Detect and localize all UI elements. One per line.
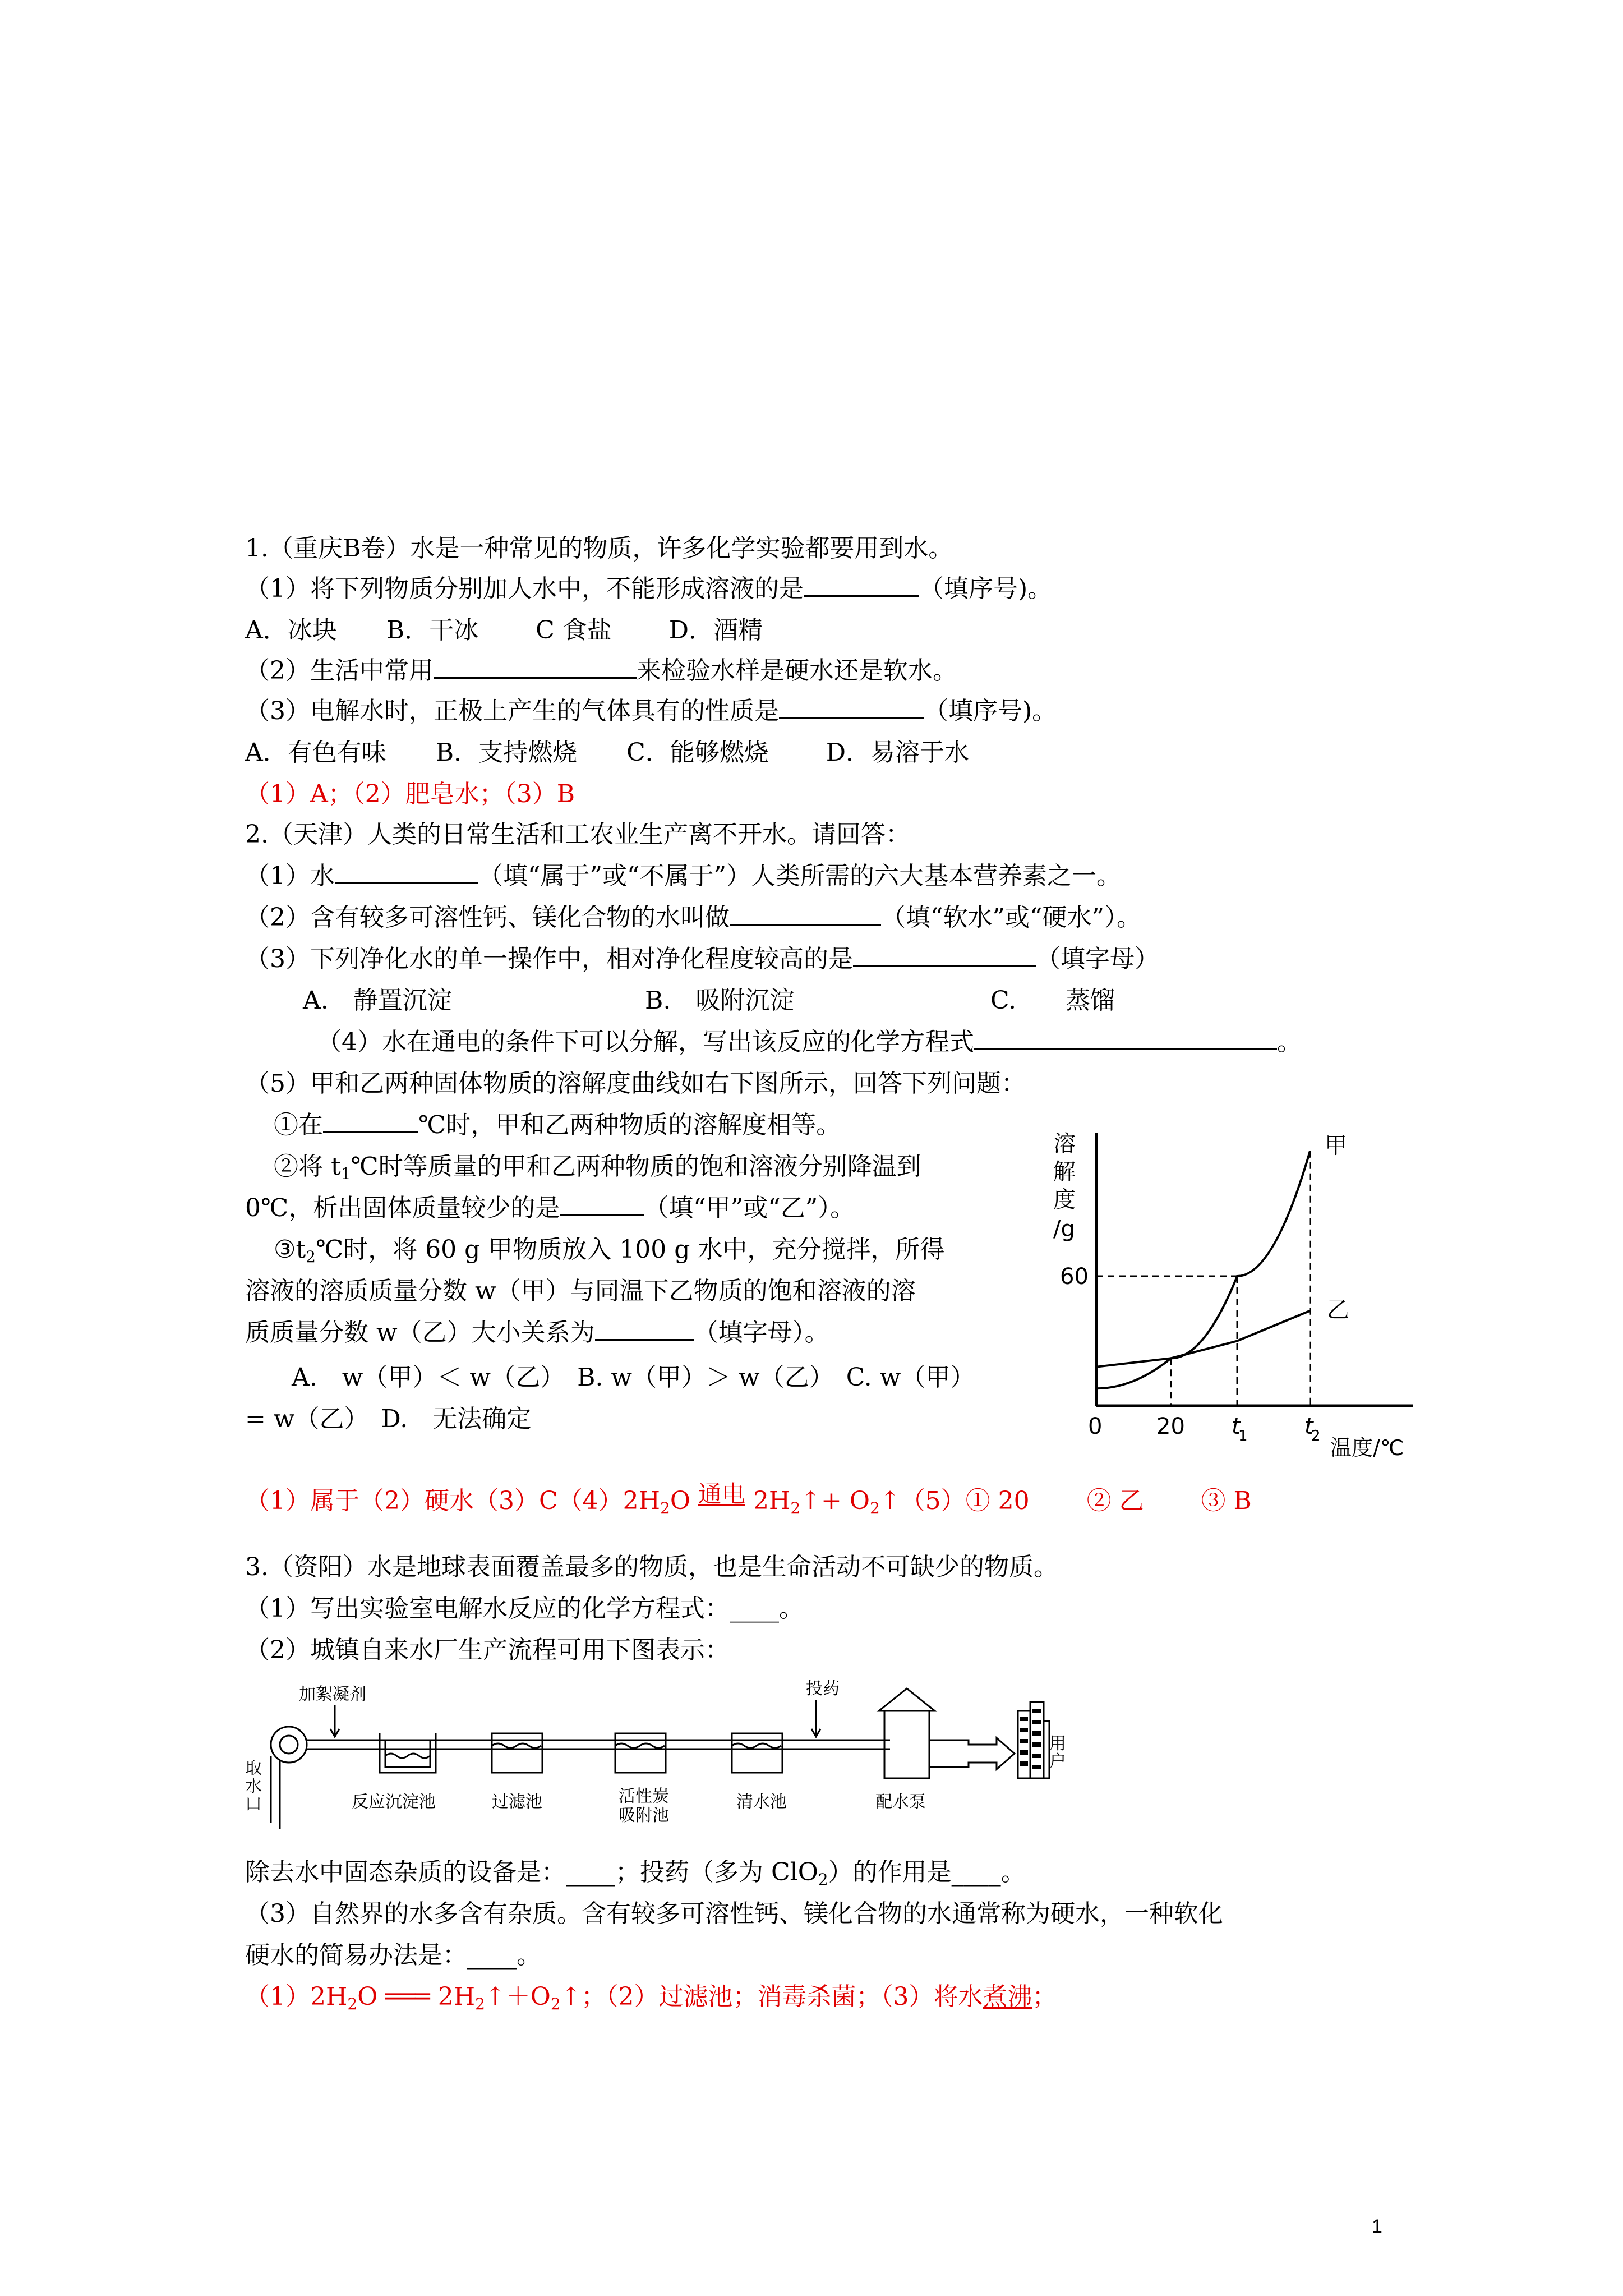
q2-part3-option-c: C. 蒸馏 [990, 986, 1115, 1015]
q2-sub3-line2: 溶液的溶质质量分数 w（甲）与同温下乙物质的饱和溶液的溶 [245, 1277, 916, 1305]
q2-sub2: ②将 $t_1℃$时等质量的甲和乙两种物质的饱和溶液分别降温到 [274, 1152, 921, 1183]
q2-blank4[interactable] [974, 1027, 1277, 1050]
q3-part3-line2: 硬水的简易办法是：____。 [245, 1941, 541, 1970]
q1-stem: 1.（重庆B卷）水是一种常见的物质，许多化学实验都要用到水。 [245, 534, 953, 563]
label-intake-2: 水 [245, 1777, 262, 1796]
q1-part1: （1）将下列物质分别加人水中，不能形成溶液的是 （填序号)。 [245, 574, 1053, 603]
label-user-1: 用 [1049, 1734, 1066, 1754]
clear-tank-water [732, 1743, 781, 1748]
page-number: 1 [1372, 2216, 1382, 2237]
x-axis-label: 温度/℃ [1330, 1435, 1404, 1460]
q2-part5: （5）甲和乙两种固体物质的溶解度曲线如右下图所示，回答下列问题： [245, 1069, 1026, 1098]
q2-sub2-blank[interactable] [560, 1193, 644, 1216]
q2-part1: （1）水 （填“属于”或“不属于”）人类所需的六大基本营养素之一。 [245, 862, 1121, 890]
label-user-2: 户 [1049, 1752, 1066, 1772]
q2-sub3-options2: = w（乙） D. 无法确定 [245, 1405, 532, 1433]
carbon-tank-water [615, 1743, 665, 1748]
q1-part2: （2）生活中常用 来检验水样是硬水还是软水。 [245, 656, 957, 685]
q1-blank3[interactable] [779, 696, 924, 719]
label-carbon-1: 活性炭 [619, 1787, 669, 1806]
reaction-tank-water [385, 1754, 430, 1758]
building-3 [1044, 1721, 1049, 1778]
y-tick-60: 60 [1060, 1264, 1089, 1290]
water-plant-flow-diagram [245, 1677, 1086, 1846]
q3-answer: $(1)2H_2O$ ═══ $2H_2↑+O_2↑$；（2）过滤池；消毒杀菌；（3）将水煮沸； [245, 1982, 1057, 2013]
intake-pipe [271, 1756, 280, 1829]
label-clear-tank: 清水池 [736, 1792, 787, 1812]
series-label-jia: 甲 [1325, 1133, 1347, 1159]
intake-wheel [271, 1727, 307, 1763]
x-tick-t2-sub: 2 [1311, 1428, 1321, 1444]
coagulant-arrow [330, 1705, 339, 1737]
q1-blank2[interactable] [434, 656, 637, 679]
q2-part4: （4）水在通电的条件下可以分解，写出该反应的化学方程式 。 [317, 1028, 1302, 1056]
q2-sub1: ①在 ℃时，甲和乙两种物质的溶解度相等。 [274, 1111, 841, 1139]
q2-sub1-blank[interactable] [323, 1110, 418, 1133]
solubility-chart [1043, 1116, 1436, 1464]
outlet-arrow [929, 1738, 1015, 1769]
y-label-char-2: 解 [1053, 1159, 1076, 1185]
y-label-char-4: /g [1053, 1216, 1075, 1242]
filter-tank-water [492, 1743, 541, 1748]
q2-blank1[interactable] [335, 861, 478, 884]
label-intake-3: 口 [245, 1795, 262, 1814]
label-dosing: 投药 [806, 1679, 840, 1699]
label-reaction-tank: 反应沉淀池 [352, 1792, 436, 1812]
q2-part3-option-b: B. 吸附沉淀 [645, 986, 795, 1015]
q1-part3: （3）电解水时，正极上产生的气体具有的性质是 （填序号)。 [245, 697, 1057, 725]
main-pipe [307, 1740, 890, 1749]
q2-part2: （2）含有较多可溶性钙、镁化合物的水叫做 （填“软水”或“硬水”）。 [245, 903, 1141, 932]
q3-stem: 3.（资阳）水是地球表面覆盖最多的物质，也是生命活动不可缺少的物质。 [245, 1553, 1058, 1581]
label-coagulant: 加絮凝剂 [299, 1685, 366, 1704]
q3-part3-line1: （3）自然界的水多含有杂质。含有较多可溶性钙、镁化合物的水通常称为硬水，一种软化 [245, 1899, 1223, 1928]
x-tick-20: 20 [1156, 1414, 1185, 1439]
x-tick-t1-sub: 1 [1238, 1428, 1248, 1444]
series-label-yi: 乙 [1327, 1297, 1349, 1323]
label-intake-1: 取 [245, 1759, 262, 1778]
q2-blank3[interactable] [853, 944, 1036, 967]
pump-house [879, 1688, 935, 1778]
q2-sub3-line3: 质质量分数 w（乙）大小关系为 （填字母）。 [245, 1318, 829, 1347]
q1-options1: A．冰块 B．干冰 C 食盐 D．酒精 [245, 616, 763, 645]
q2-part3: （3）下列净化水的单一操作中，相对净化程度较高的是 （填字母） [245, 945, 1159, 973]
q1-blank1[interactable] [804, 574, 919, 597]
q2-blank2[interactable] [730, 903, 881, 926]
series-line-jia [1096, 1151, 1310, 1389]
q3-part1: （1）写出实验室电解水反应的化学方程式：____。 [245, 1594, 804, 1623]
q2-sub3: $③t_2℃$时，将 60 g 甲物质放入 100 g 水中，充分搅拌，所得 [274, 1235, 945, 1266]
label-pump: 配水泵 [875, 1792, 926, 1812]
q1-options3: A．有色有味 B．支持燃烧 C．能够燃烧 D．易溶于水 [245, 738, 970, 767]
x-tick-0: 0 [1088, 1414, 1103, 1439]
y-label-char-1: 溶 [1053, 1131, 1076, 1157]
y-label-char-3: 度 [1053, 1187, 1076, 1213]
label-filter-tank: 过滤池 [492, 1792, 542, 1812]
q2-answer: （1）属于（2）硬水$(3)C(4)2H_2O$ 通电 $2H_2↑+$ $O_2↑(5)①$ 20 ② 乙 ③ B [245, 1480, 1252, 1517]
q3-part2: （2）城镇自来水厂生产流程可用下图表示： [245, 1636, 730, 1664]
q2-stem: 2.（天津）人类的日常生活和工农业生产离不开水。请回答： [245, 820, 910, 849]
intake-wheel-hub [280, 1736, 298, 1754]
q2-answer-condition: 通电 [698, 1480, 745, 1508]
label-carbon-2: 吸附池 [619, 1806, 669, 1825]
dosing-arrow [811, 1700, 820, 1737]
q1-answer: （1）A；（2）肥皂水；（3）B [245, 780, 575, 808]
q2-part3-option-a: A. 静置沉淀 [303, 986, 452, 1015]
q3-part2-question: 除去水中固态杂质的设备是：____；投药（多为 ClO$_2$）的作用是____。 [245, 1858, 1026, 1889]
x-tick-t1: t [1232, 1414, 1241, 1439]
x-tick-t2: t [1304, 1414, 1313, 1439]
q2-sub2-cont: 0℃，析出固体质量较少的是 （填“甲”或“乙”）。 [245, 1194, 855, 1222]
q2-sub3-options1: A. w（甲）＜ w（乙） B. w（甲）＞ w（乙） C. w（甲） [292, 1363, 975, 1392]
q2-sub3-blank[interactable] [595, 1318, 694, 1341]
